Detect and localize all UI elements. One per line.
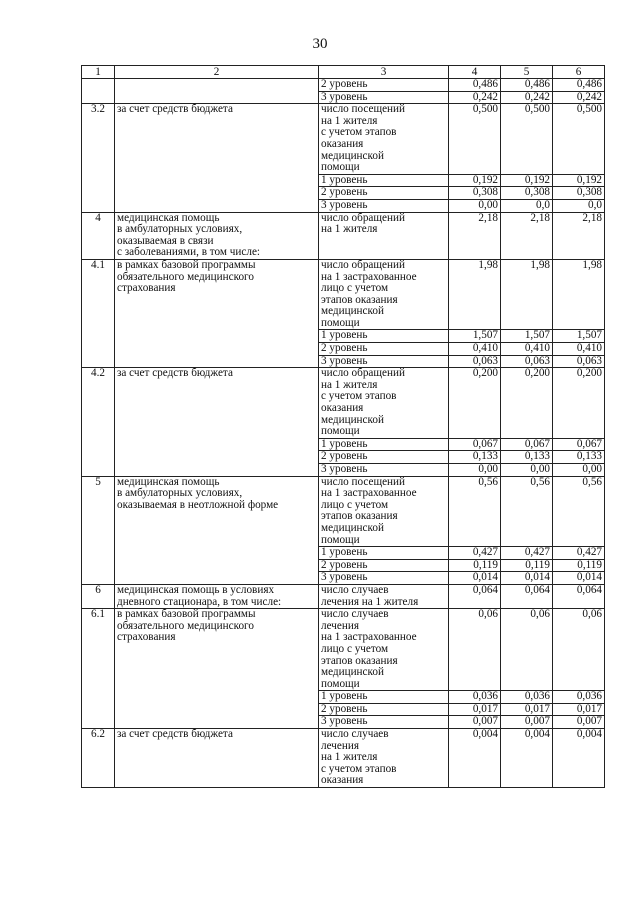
- unit-of-measure: 3 уровень: [319, 355, 449, 368]
- value-col-6: 0,427: [553, 547, 605, 560]
- value-col-5: 0,036: [501, 691, 553, 704]
- table-row: [82, 259, 605, 330]
- value-col-4: 0,004: [449, 729, 501, 788]
- unit-of-measure: 3 уровень: [319, 91, 449, 104]
- value-col-6: 0,119: [553, 559, 605, 572]
- value-col-6: 0,242: [553, 91, 605, 104]
- value-col-4: 0,410: [449, 343, 501, 356]
- value-col-4: 0,56: [449, 476, 501, 547]
- value-col-5: 1,507: [501, 330, 553, 343]
- value-col-5: 0,017: [501, 703, 553, 716]
- value-col-4: 0,486: [449, 79, 501, 92]
- unit-of-measure: 2 уровень: [319, 79, 449, 92]
- care-type: за счет средств бюджета: [115, 368, 319, 476]
- header-col-5: 5: [501, 66, 553, 79]
- row-number: 6.1: [82, 609, 115, 729]
- value-col-4: 0,308: [449, 187, 501, 200]
- value-col-4: 0,067: [449, 438, 501, 451]
- value-col-5: 2,18: [501, 212, 553, 259]
- row-number: 5: [82, 476, 115, 584]
- value-col-6: 0,064: [553, 584, 605, 608]
- value-col-5: 0,063: [501, 355, 553, 368]
- unit-of-measure: число посещений на 1 жителя с учетом этапов оказания медицинской помощи: [319, 104, 449, 175]
- value-col-6: 0,410: [553, 343, 605, 356]
- unit-of-measure: число обращений на 1 жителя с учетом этапов оказания медицинской помощи: [319, 368, 449, 439]
- value-col-4: 1,98: [449, 259, 501, 330]
- row-number: 3.2: [82, 104, 115, 212]
- unit-of-measure: число посещений на 1 застрахованное лицо с учетом этапов оказания медицинской помощи: [319, 476, 449, 547]
- header-col-4: 4: [449, 66, 501, 79]
- value-col-4: 0,063: [449, 355, 501, 368]
- value-col-5: 1,98: [501, 259, 553, 330]
- value-col-5: 0,56: [501, 476, 553, 547]
- value-col-5: 0,014: [501, 572, 553, 585]
- value-col-4: 0,119: [449, 559, 501, 572]
- unit-of-measure: 1 уровень: [319, 330, 449, 343]
- value-col-6: 0,063: [553, 355, 605, 368]
- unit-of-measure: число случаев лечения на 1 жителя с учетом этапов оказания: [319, 729, 449, 788]
- value-col-6: 0,133: [553, 451, 605, 464]
- value-col-6: 0,007: [553, 716, 605, 729]
- header-row: [82, 66, 605, 79]
- care-type: за счет средств бюджета: [115, 729, 319, 788]
- value-col-6: 0,0: [553, 199, 605, 212]
- value-col-5: 0,004: [501, 729, 553, 788]
- unit-of-measure: число обращений на 1 застрахованное лицо с учетом этапов оказания медицинской помощи: [319, 259, 449, 330]
- unit-of-measure: 2 уровень: [319, 703, 449, 716]
- value-col-6: 0,00: [553, 464, 605, 477]
- unit-of-measure: 3 уровень: [319, 464, 449, 477]
- value-col-5: 0,427: [501, 547, 553, 560]
- value-col-5: 0,410: [501, 343, 553, 356]
- value-col-5: 0,0: [501, 199, 553, 212]
- value-col-5: 0,06: [501, 609, 553, 691]
- value-col-6: 0,308: [553, 187, 605, 200]
- value-col-6: 0,036: [553, 691, 605, 704]
- care-type: медицинская помощь в амбулаторных условиях, оказываемая в связи с заболеваниями, в том числе:: [115, 212, 319, 259]
- unit-of-measure: 2 уровень: [319, 559, 449, 572]
- row-number: 4.1: [82, 259, 115, 367]
- value-col-6: 0,192: [553, 174, 605, 187]
- row-number: 6.2: [82, 729, 115, 788]
- value-col-5: 0,486: [501, 79, 553, 92]
- value-col-6: 0,500: [553, 104, 605, 175]
- value-col-4: 0,036: [449, 691, 501, 704]
- unit-of-measure: 2 уровень: [319, 451, 449, 464]
- unit-of-measure: число случаев лечения на 1 застрахованное лицо с учетом этапов оказания медицинской помощи: [319, 609, 449, 691]
- value-col-5: 0,133: [501, 451, 553, 464]
- value-col-5: 0,242: [501, 91, 553, 104]
- care-type: [115, 79, 319, 104]
- value-col-4: 2,18: [449, 212, 501, 259]
- value-col-5: 0,200: [501, 368, 553, 439]
- value-col-6: 1,98: [553, 259, 605, 330]
- value-col-6: 0,004: [553, 729, 605, 788]
- value-col-4: 0,500: [449, 104, 501, 175]
- row-number: [82, 79, 115, 104]
- value-col-4: 0,242: [449, 91, 501, 104]
- value-col-4: 0,00: [449, 464, 501, 477]
- table-row: [82, 584, 605, 608]
- value-col-5: 0,00: [501, 464, 553, 477]
- value-col-6: 0,486: [553, 79, 605, 92]
- unit-of-measure: число обращений на 1 жителя: [319, 212, 449, 259]
- value-col-5: 0,192: [501, 174, 553, 187]
- header-col-3: 3: [319, 66, 449, 79]
- value-col-5: 0,007: [501, 716, 553, 729]
- table-row: [82, 79, 605, 92]
- value-col-4: 0,00: [449, 199, 501, 212]
- unit-of-measure: 3 уровень: [319, 572, 449, 585]
- value-col-6: 0,014: [553, 572, 605, 585]
- value-col-6: 1,507: [553, 330, 605, 343]
- value-col-6: 0,06: [553, 609, 605, 691]
- row-number: 4: [82, 212, 115, 259]
- value-col-4: 0,007: [449, 716, 501, 729]
- header-col-6: 6: [553, 66, 605, 79]
- value-col-6: 0,200: [553, 368, 605, 439]
- row-number: 4.2: [82, 368, 115, 476]
- value-col-6: 0,56: [553, 476, 605, 547]
- value-col-6: 2,18: [553, 212, 605, 259]
- care-type: медицинская помощь в амбулаторных условиях, оказываемая в неотложной форме: [115, 476, 319, 584]
- value-col-4: 0,200: [449, 368, 501, 439]
- value-col-6: 0,017: [553, 703, 605, 716]
- value-col-4: 0,017: [449, 703, 501, 716]
- table-row: [82, 212, 605, 259]
- table-row: [82, 609, 605, 691]
- unit-of-measure: 2 уровень: [319, 343, 449, 356]
- unit-of-measure: 1 уровень: [319, 691, 449, 704]
- row-number: 6: [82, 584, 115, 608]
- value-col-5: 0,500: [501, 104, 553, 175]
- unit-of-measure: 3 уровень: [319, 716, 449, 729]
- unit-of-measure: 1 уровень: [319, 438, 449, 451]
- table-row: [82, 729, 605, 788]
- value-col-5: 0,067: [501, 438, 553, 451]
- value-col-4: 0,064: [449, 584, 501, 608]
- table-row: [82, 368, 605, 439]
- unit-of-measure: 2 уровень: [319, 187, 449, 200]
- care-type: за счет средств бюджета: [115, 104, 319, 212]
- value-col-4: 1,507: [449, 330, 501, 343]
- table-row: [82, 476, 605, 547]
- care-type: медицинская помощь в условиях дневного стационара, в том числе:: [115, 584, 319, 608]
- value-col-4: 0,133: [449, 451, 501, 464]
- unit-of-measure: 3 уровень: [319, 199, 449, 212]
- value-col-4: 0,014: [449, 572, 501, 585]
- care-type: в рамках базовой программы обязательного медицинского страхования: [115, 259, 319, 367]
- norms-table: [81, 65, 605, 788]
- value-col-5: 0,064: [501, 584, 553, 608]
- header-col-1: 1: [82, 66, 115, 79]
- value-col-6: 0,067: [553, 438, 605, 451]
- header-col-2: 2: [115, 66, 319, 79]
- value-col-4: 0,427: [449, 547, 501, 560]
- care-type: в рамках базовой программы обязательного медицинского страхования: [115, 609, 319, 729]
- value-col-4: 0,06: [449, 609, 501, 691]
- unit-of-measure: 1 уровень: [319, 174, 449, 187]
- table-row: [82, 104, 605, 175]
- value-col-5: 0,308: [501, 187, 553, 200]
- value-col-5: 0,119: [501, 559, 553, 572]
- unit-of-measure: число случаев лечения на 1 жителя: [319, 584, 449, 608]
- value-col-4: 0,192: [449, 174, 501, 187]
- unit-of-measure: 1 уровень: [319, 547, 449, 560]
- page-number: 30: [312, 36, 328, 52]
